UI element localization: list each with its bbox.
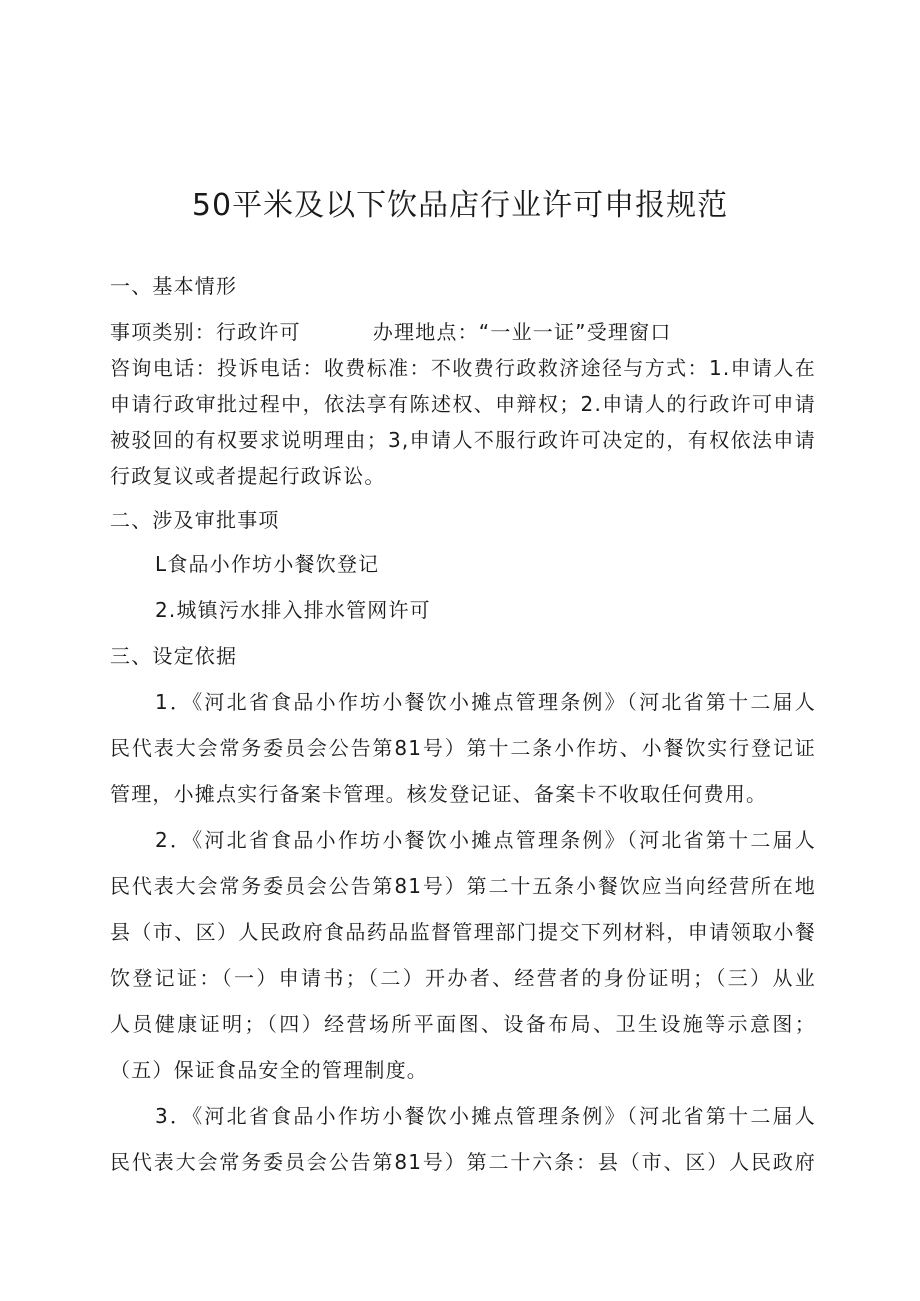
- paragraph-line: 1．《河北省食品小作坊小餐饮小摊点管理条例》（河北省第十二届人: [155, 690, 816, 714]
- paragraph-line: （五）保证食品安全的管理制度。: [110, 1058, 428, 1082]
- approval-item: 2.城镇污水排入排水管网许可: [155, 598, 431, 622]
- paragraph-line: 咨询电话：投诉电话：收费标准：不收费行政救济途径与方式：1.申请人在: [110, 356, 816, 380]
- document-title: 50平米及以下饮品店行业许可申报规范: [191, 188, 729, 223]
- paragraph-line: 县（市、区）人民政府食品药品监督管理部门提交下列材料，申请领取小餐: [110, 920, 816, 944]
- paragraph-line: 被驳回的有权要求说明理由；3,申请人不服行政许可决定的，有权依法申请: [110, 428, 816, 452]
- processing-location: 办理地点：“一业一证”受理窗口: [372, 320, 672, 344]
- section-heading-basic-info: 一、基本情形: [110, 274, 238, 298]
- paragraph-line: 行政复议或者提起行政诉讼。: [110, 464, 386, 488]
- paragraph-line: 饮登记证：（一）申请书；（二）开办者、经营者的身份证明；（三）从业: [110, 966, 816, 990]
- paragraph-line: 民代表大会常务委员会公告第81号）第十二条小作坊、小餐饮实行登记证: [110, 736, 816, 760]
- paragraph-line: 3．《河北省食品小作坊小餐饮小摊点管理条例》（河北省第十二届人: [155, 1104, 816, 1128]
- paragraph-line: 民代表大会常务委员会公告第81号）第二十五条小餐饮应当向经营所在地: [110, 874, 816, 898]
- paragraph-line: 人员健康证明；（四）经营场所平面图、设备布局、卫生设施等示意图；: [110, 1012, 816, 1036]
- item-category-and-location-row: [110, 319, 816, 345]
- item-category: 事项类别：行政许可: [110, 320, 301, 344]
- paragraph-line: 申请行政审批过程中，依法享有陈述权、申辩权；2.申请人的行政许可申请: [110, 392, 816, 416]
- section-heading-legal-basis: 三、设定依据: [110, 644, 238, 668]
- paragraph-line: 民代表大会常务委员会公告第81号）第二十六条：县（市、区）人民政府: [110, 1150, 816, 1174]
- approval-item: L食品小作坊小餐饮登记: [155, 552, 380, 576]
- paragraph-line: 2．《河北省食品小作坊小餐饮小摊点管理条例》（河北省第十二届人: [155, 828, 816, 852]
- section-heading-approval-items: 二、涉及审批事项: [110, 508, 280, 532]
- paragraph-line: 管理，小摊点实行备案卡管理。核发登记证、备案卡不收取任何费用。: [110, 782, 768, 806]
